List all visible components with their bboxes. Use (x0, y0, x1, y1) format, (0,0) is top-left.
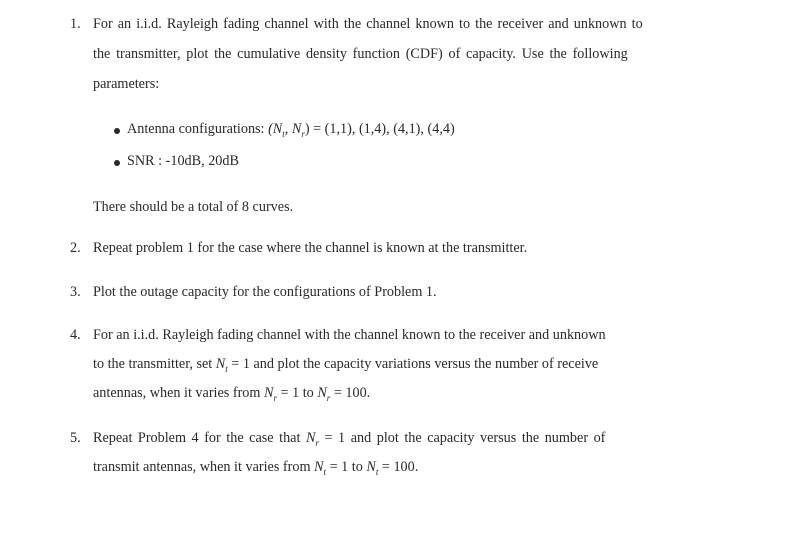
p4-text-to: to (302, 385, 314, 401)
p5-text-to: to (351, 459, 363, 475)
p4-math-sub: t (225, 363, 228, 374)
antenna-sub-t: t (282, 128, 285, 139)
p5-math-n: N (305, 430, 316, 446)
p5-math-eq3: = 100. (381, 459, 419, 475)
bullet-icon (114, 128, 120, 134)
p4-math-sub3: r (326, 392, 331, 403)
p4-math-sub2: r (273, 392, 277, 403)
antenna-config-label: Antenna configurations: (127, 121, 265, 137)
problem-2-line-1: Repeat problem 1 for the case where the channel is known at the transmitter. (93, 240, 528, 256)
p4-math-eq: = 1 (231, 356, 250, 372)
problem-4-number: 4. (70, 327, 81, 343)
p5-math-sub3: t (375, 466, 379, 477)
problem-2-number: 2. (70, 240, 81, 256)
problem-1-line-1: For an i.i.d. Rayleigh fading channel with the channel known to the receiver and unknown to (93, 16, 643, 32)
p5-math-sub: r (315, 437, 319, 448)
p5-text-c: transmit antennas, when it varies from (93, 459, 311, 475)
bullet-snr: SNR : -10dB, 20dB (127, 153, 239, 169)
problem-1-note: There should be a total of 8 curves. (93, 199, 294, 215)
problem-1-number: 1. (70, 16, 81, 32)
bullet-antenna-config (127, 121, 455, 139)
p4-math-eq3: = 100. (333, 385, 371, 401)
problem-5-line-2 (93, 459, 418, 477)
antenna-formula-lhs: (N (268, 121, 283, 137)
problem-4-line-2 (93, 356, 598, 374)
problem-3-line-1: Plot the outage capacity for the configurations of Problem 1. (93, 284, 437, 300)
p4-math-n: N (215, 356, 226, 372)
p5-math-eq: = 1 (324, 430, 346, 446)
p5-math-n3: N (366, 459, 376, 475)
problem-4-line-3 (93, 385, 370, 403)
p4-text-c: antennas, when it varies from (93, 385, 261, 401)
p5-math-sub2: t (323, 466, 327, 477)
problem-4-line-1: For an i.i.d. Rayleigh fading channel with the channel known to the receiver and unknown (93, 327, 606, 343)
p5-math-eq2: = 1 (329, 459, 349, 475)
antenna-formula-mid: , N (284, 121, 302, 137)
problem-5-line-1 (93, 430, 605, 448)
antenna-formula-rhs: ) = (1,1), (1,4), (4,1), (4,4) (304, 121, 455, 137)
problem-1-line-3: parameters: (93, 76, 160, 92)
p5-math-n2: N (314, 459, 324, 475)
bullet-icon (114, 160, 120, 166)
problem-5-number: 5. (70, 430, 81, 446)
problem-1-line-2: the transmitter, plot the cumulative density function (CDF) of capacity. Use the following (93, 46, 628, 62)
antenna-sub-r: r (301, 128, 305, 139)
p4-math-eq2: = 1 (280, 385, 300, 401)
p4-text-a: to the transmitter, set (93, 356, 213, 372)
p4-math-n2: N (263, 385, 274, 401)
problem-3-number: 3. (70, 284, 81, 300)
p4-text-b: and plot the capacity variations versus the number of receive (253, 356, 599, 372)
p5-text-b: and plot the capacity versus the number of (350, 430, 606, 446)
p5-text-a: Repeat Problem 4 for the case that (93, 430, 301, 446)
p4-math-n3: N (317, 385, 327, 401)
